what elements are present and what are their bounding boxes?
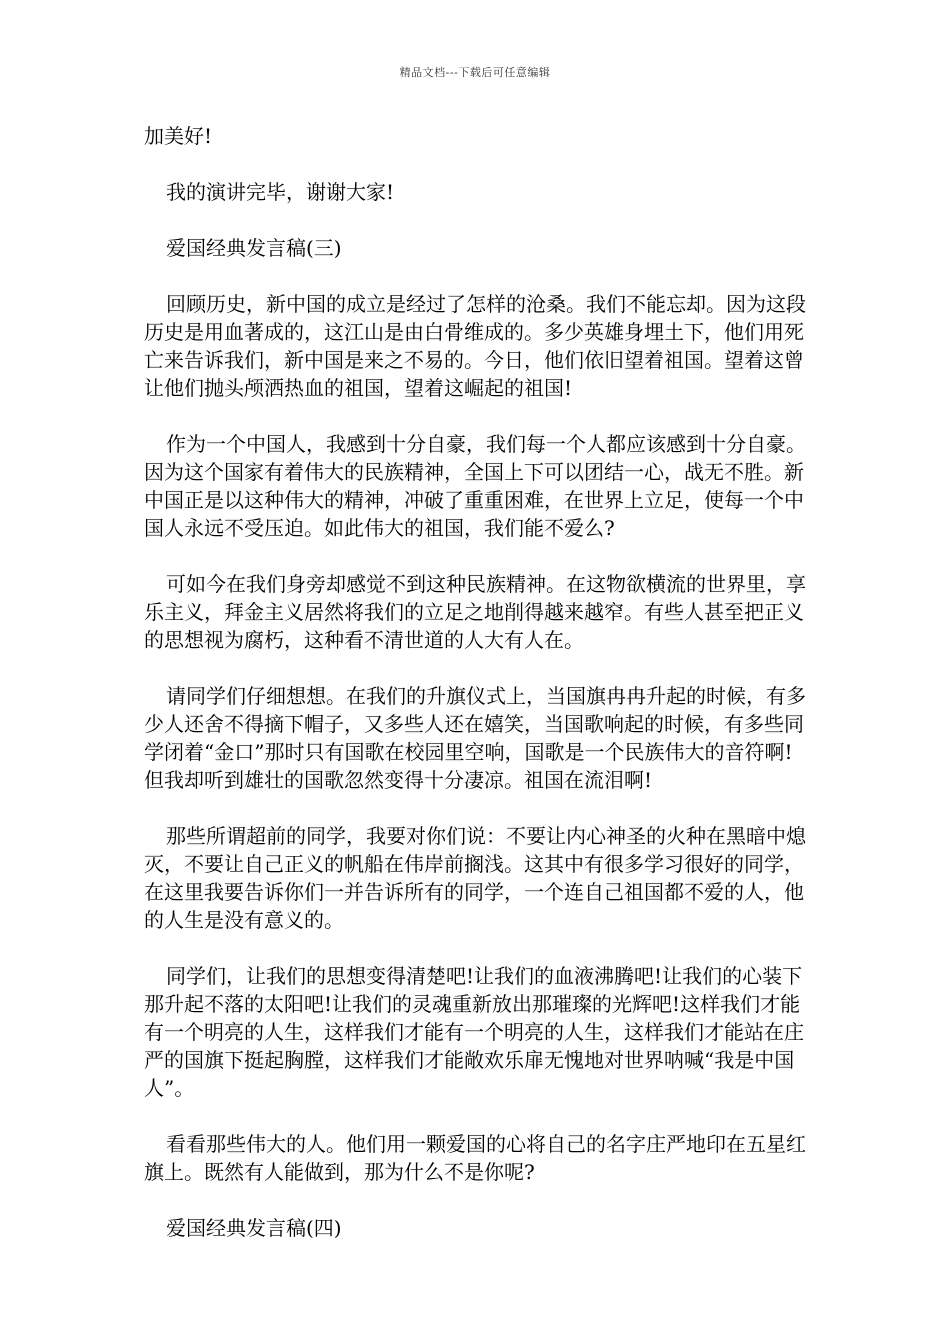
document-body <box>144 122 808 1270</box>
paragraph: 看看那些伟大的人。他们用一颗爱国的心将自己的名字庄严地印在五星红旗上。既然有人能做到，那为什么不是你呢? <box>144 1132 806 1184</box>
paragraph: 同学们，让我们的思想变得清楚吧!让我们的血液沸腾吧!让我们的心装下那升起不落的太阳吧!让我们的灵魂重新放出那璀璨的光辉吧!这样我们才能有一个明亮的人生，这样我们才能有一个明亮的人生，这样我们才能站在庄严的国旗下挺起胸膛，这样我们才能敞欢乐扉无愧地对世界呐喊“我是中国人”。 <box>144 964 804 1100</box>
page-header: 精品文档---下载后可任意编辑 <box>399 66 551 79</box>
section-heading: 爱国经典发言稿(四) <box>166 1216 342 1240</box>
paragraph: 请同学们仔细想想。在我们的升旗仪式上，当国旗冉冉升起的时候，有多少人还舍不得摘下帽子，又多些人还在嬉笑，当国歌响起的时候，有多些同学闭着“金口”那时只有国歌在校园里空响，国歌是一个民族伟大的音符啊!但我却听到雄壮的国歌忽然变得十分凄凉。祖国在流泪啊! <box>144 684 806 792</box>
paragraph: 作为一个中国人，我感到十分自豪，我们每一个人都应该感到十分自豪。因为这个国家有着伟大的民族精神，全国上下可以团结一心，战无不胜。新中国正是以这种伟大的精神，冲破了重重困难，在世界上立足，使每一个中国人永远不受压迫。如此伟大的祖国，我们能不爱么? <box>144 432 806 540</box>
paragraph: 回顾历史，新中国的成立是经过了怎样的沧桑。我们不能忘却。因为这段历史是用血著成的，这江山是由白骨维成的。多少英雄身埋土下，他们用死亡来告诉我们，新中国是来之不易的。今日，他们依旧望着祖国。望着这曾让他们抛头颅洒热血的祖国，望着这崛起的祖国! <box>144 292 806 400</box>
paragraph-continuation: 加美好! <box>144 124 213 148</box>
paragraph-closing: 我的演讲完毕，谢谢大家! <box>166 180 395 204</box>
paragraph: 那些所谓超前的同学，我要对你们说：不要让内心神圣的火种在黑暗中熄灭，不要让自己正义的帆船在伟岸前搁浅。这其中有很多学习很好的同学，在这里我要告诉你们一并告诉所有的同学，一个连自己祖国都不爱的人，他的人生是没有意义的。 <box>144 824 806 932</box>
section-heading: 爱国经典发言稿(三) <box>166 236 342 260</box>
paragraph: 可如今在我们身旁却感觉不到这种民族精神。在这物欲横流的世界里，享乐主义，拜金主义居然将我们的立足之地削得越来越窄。有些人甚至把正义的思想视为腐朽，这种看不清世道的人大有人在。 <box>144 572 806 652</box>
